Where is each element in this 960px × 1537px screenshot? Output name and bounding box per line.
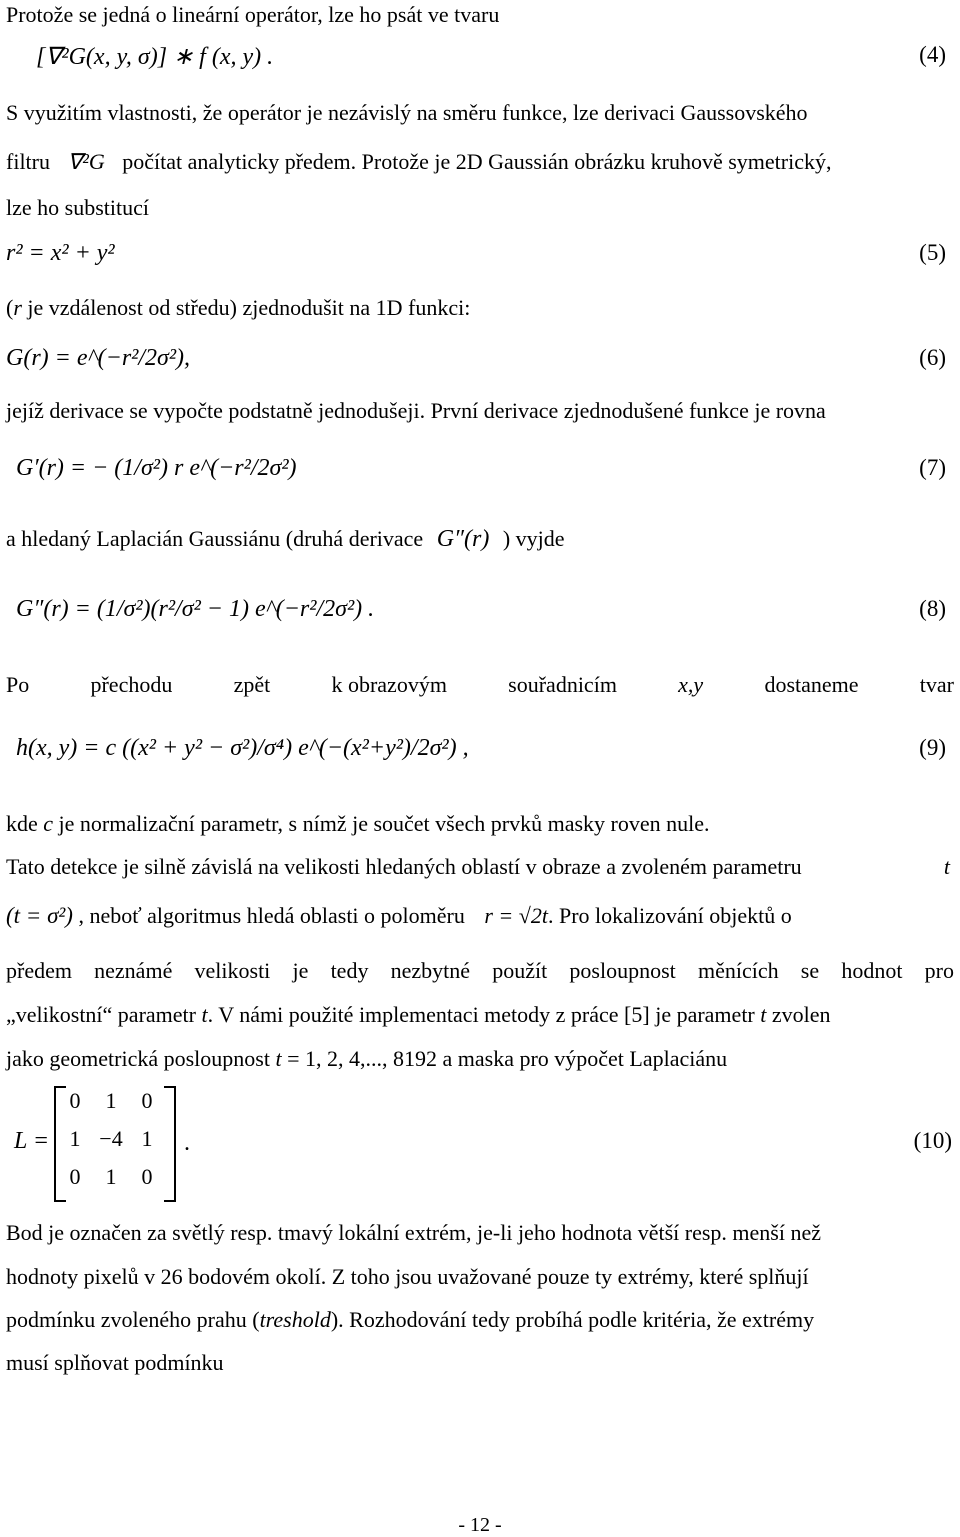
matrix-cell: 0 — [141, 1088, 153, 1113]
matrix-label: L = — [14, 1128, 50, 1154]
matrix-cell: 0 — [69, 1088, 81, 1113]
matrix-cell: −4 — [99, 1126, 123, 1151]
word: se — [800, 958, 820, 983]
word: k obrazovým — [331, 672, 447, 697]
text-line: lze ho substitucí — [6, 195, 149, 220]
matrix-cell: 1 — [105, 1088, 117, 1113]
equation-8-body: G″(r) = (1/σ²)(r²/σ² − 1) e^(−r²/2σ²) . — [16, 596, 375, 622]
word: měnících — [697, 958, 779, 983]
matrix-cell: 1 — [141, 1126, 153, 1151]
text-line: jako geometrická posloupnost t = 1, 2, 4,..., 8192 a maska pro výpočet Laplaciánu — [6, 1046, 728, 1071]
word: pro — [924, 958, 954, 983]
matrix-cell: 0 — [141, 1164, 153, 1189]
radius-inline: r = √2t — [484, 903, 548, 928]
text-line: hodnoty pixelů v 26 bodovém okolí. Z toho jsou uvažované pouze ty extrémy, které splňují — [6, 1264, 809, 1289]
word: tvar — [919, 672, 954, 697]
text-line: Protože se jedná o lineární operátor, lze ho psát ve tvaru — [6, 2, 500, 27]
t-sigma-inline: (t = σ²) — [6, 903, 73, 928]
laplacian-inline: ∇²G — [67, 149, 105, 174]
equation-5-body: r² = x² + y² — [6, 240, 115, 266]
equation-9-number: (9) — [919, 735, 946, 760]
text-line: S využitím vlastnosti, že operátor je nezávislý na směru funkce, lze derivaci Gaussovského — [6, 100, 808, 125]
matrix-cell: 0 — [69, 1164, 81, 1189]
text-line: (r je vzdálenost od středu) zjednodušit na 1D funkci: — [6, 295, 471, 320]
equation-7-body: G′(r) = − (1/σ²) r e^(−r²/2σ²) — [16, 455, 297, 481]
word: x,y — [678, 672, 704, 697]
second-derivative-inline: G″(r) — [436, 526, 490, 552]
word: zpět — [233, 672, 271, 697]
text-line: a hledaný Laplacián Gaussiánu (druhá derivace G″(r) ) vyjde — [6, 526, 565, 552]
text-line: (t = σ²) , neboť algoritmus hledá oblasti o poloměru r = √2t. Pro lokalizování objektů o — [6, 903, 792, 928]
matrix-end: . — [184, 1130, 190, 1156]
word: použít — [492, 958, 548, 983]
equation-5-number: (5) — [919, 240, 946, 265]
laplacian-matrix — [54, 1086, 184, 1198]
matrix-cell: 1 — [69, 1126, 81, 1151]
equation-6 — [6, 345, 954, 372]
equation-6-body: G(r) = e^(−r²/2σ²), — [6, 345, 191, 371]
matrix-bracket-right — [164, 1086, 176, 1202]
word: je — [292, 958, 309, 983]
equation-7-number: (7) — [919, 455, 946, 480]
equation-8-number: (8) — [919, 596, 946, 621]
word: přechodu — [90, 672, 173, 697]
text-line: podmínku zvoleného prahu (treshold). Rozhodování tedy probíhá podle kritéria, že extrémy — [6, 1307, 815, 1332]
word: Po — [6, 672, 30, 697]
text-line-justified — [6, 670, 954, 700]
text-line: jejíž derivace se vypočte podstatně jednodušeji. První derivace zjednodušené funkce je rovna — [6, 398, 826, 423]
matrix-cell: 1 — [105, 1164, 117, 1189]
word: posloupnost — [569, 958, 676, 983]
text-line: „velikostní“ parametr t. V námi použité implementaci metody z práce [5] je parametr t zvolen — [6, 1002, 831, 1027]
word: neznámé — [94, 958, 173, 983]
equation-6-number: (6) — [919, 345, 946, 370]
text-line: filtru ∇²G počítat analyticky předem. Protože je 2D Gaussián obrázku kruhově symetrický, — [6, 149, 832, 174]
text-line-justified — [6, 956, 954, 986]
word: souřadnicím — [508, 672, 617, 697]
equation-4-number: (4) — [919, 42, 946, 67]
text-line: musí splňovat podmínku — [6, 1350, 224, 1375]
page-number: - 12 - — [458, 1514, 502, 1536]
equation-10-number: (10) — [913, 1128, 952, 1153]
word: nezbytné — [390, 958, 471, 983]
equation-5 — [6, 240, 954, 267]
word: hodnot — [841, 958, 903, 983]
text-line: Bod je označen za světlý resp. tmavý lokální extrém, je-li jeho hodnota větší resp. menší než — [6, 1220, 821, 1245]
text-line: Tato detekce je silně závislá na velikosti hledaných oblastí v obraze a zvoleném parametru t — [6, 854, 950, 879]
word: tedy — [330, 958, 369, 983]
word: předem — [6, 958, 72, 983]
equation-9-body: h(x, y) = c ((x² + y² − σ²)/σ⁴) e^(−(x²+y²)/2σ²) , — [16, 735, 469, 761]
text-line: kde c je normalizační parametr, s nímž je součet všech prvků masky roven nule. — [6, 811, 710, 836]
word: velikosti — [194, 958, 271, 983]
word: dostaneme — [764, 672, 859, 697]
equation-4-body: [∇²G(x, y, σ)] ∗ f (x, y) . — [36, 44, 274, 70]
